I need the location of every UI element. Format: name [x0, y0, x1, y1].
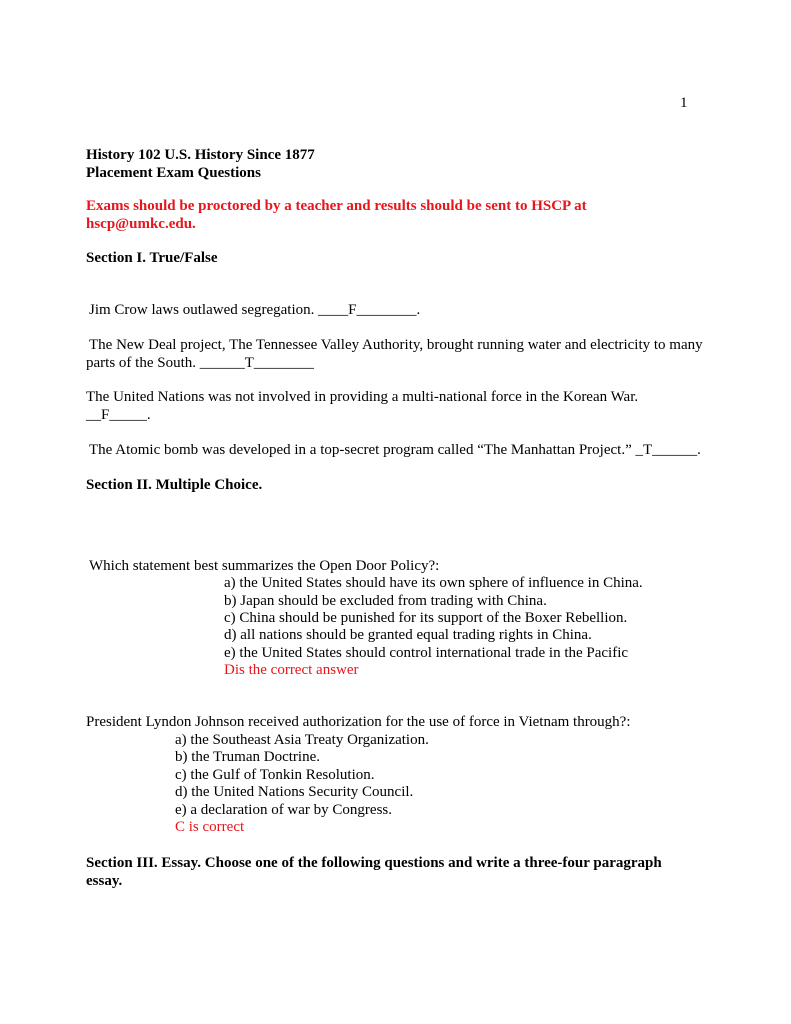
mc-question-2-option-b: b) the Truman Doctrine. [175, 749, 320, 765]
document-title: History 102 U.S. History Since 1877 [86, 147, 315, 163]
tf-question-3-line2: __F_____. [86, 407, 151, 423]
mc-question-1-answer: Dis the correct answer [224, 662, 359, 678]
tf-question-2-line2: parts of the South. ______T________ [86, 355, 314, 371]
page-number: 1 [680, 95, 688, 111]
mc-question-1-prompt: Which statement best summarizes the Open Door Policy?: [89, 558, 440, 574]
mc-question-2-answer: C is correct [175, 819, 245, 835]
document-subtitle: Placement Exam Questions [86, 165, 261, 181]
section-heading-essay-line2: essay. [86, 873, 123, 889]
tf-question-3-line1: The United Nations was not involved in providing a multi-national force in the Korean War. [86, 389, 639, 405]
mc-question-2-prompt: President Lyndon Johnson received authorization for the use of force in Vietnam through?: [86, 714, 631, 730]
mc-question-1-option-c: c) China should be punished for its support of the Boxer Rebellion. [224, 610, 628, 626]
tf-question-2-line1: The New Deal project, The Tennessee Valley Authority, brought running water and electricity to many [89, 337, 703, 353]
mc-question-1-option-d: d) all nations should be granted equal trading rights in China. [224, 627, 592, 643]
mc-question-2-option-e: e) a declaration of war by Congress. [175, 802, 393, 818]
mc-question-1-option-a: a) the United States should have its own sphere of influence in China. [224, 575, 643, 591]
section-heading-true-false: Section I. True/False [86, 250, 218, 266]
proctor-email: hscp@umkc.edu. [86, 216, 196, 232]
mc-question-1-option-b: b) Japan should be excluded from trading with China. [224, 593, 547, 609]
mc-question-2-option-a: a) the Southeast Asia Treaty Organization. [175, 732, 429, 748]
mc-question-2-option-d: d) the United Nations Security Council. [175, 784, 414, 800]
section-heading-essay: Section III. Essay. Choose one of the following questions and write a three-four paragraph [86, 855, 662, 871]
proctor-notice: Exams should be proctored by a teacher and results should be sent to HSCP at [86, 198, 587, 214]
mc-question-1-option-e: e) the United States should control international trade in the Pacific [224, 645, 629, 661]
mc-question-2-option-c: c) the Gulf of Tonkin Resolution. [175, 767, 375, 783]
tf-question-4: The Atomic bomb was developed in a top-secret program called “The Manhattan Project.” _T______. [89, 442, 701, 458]
section-heading-multiple-choice: Section II. Multiple Choice. [86, 477, 263, 493]
tf-question-1: Jim Crow laws outlawed segregation. ____F________. [89, 302, 421, 318]
